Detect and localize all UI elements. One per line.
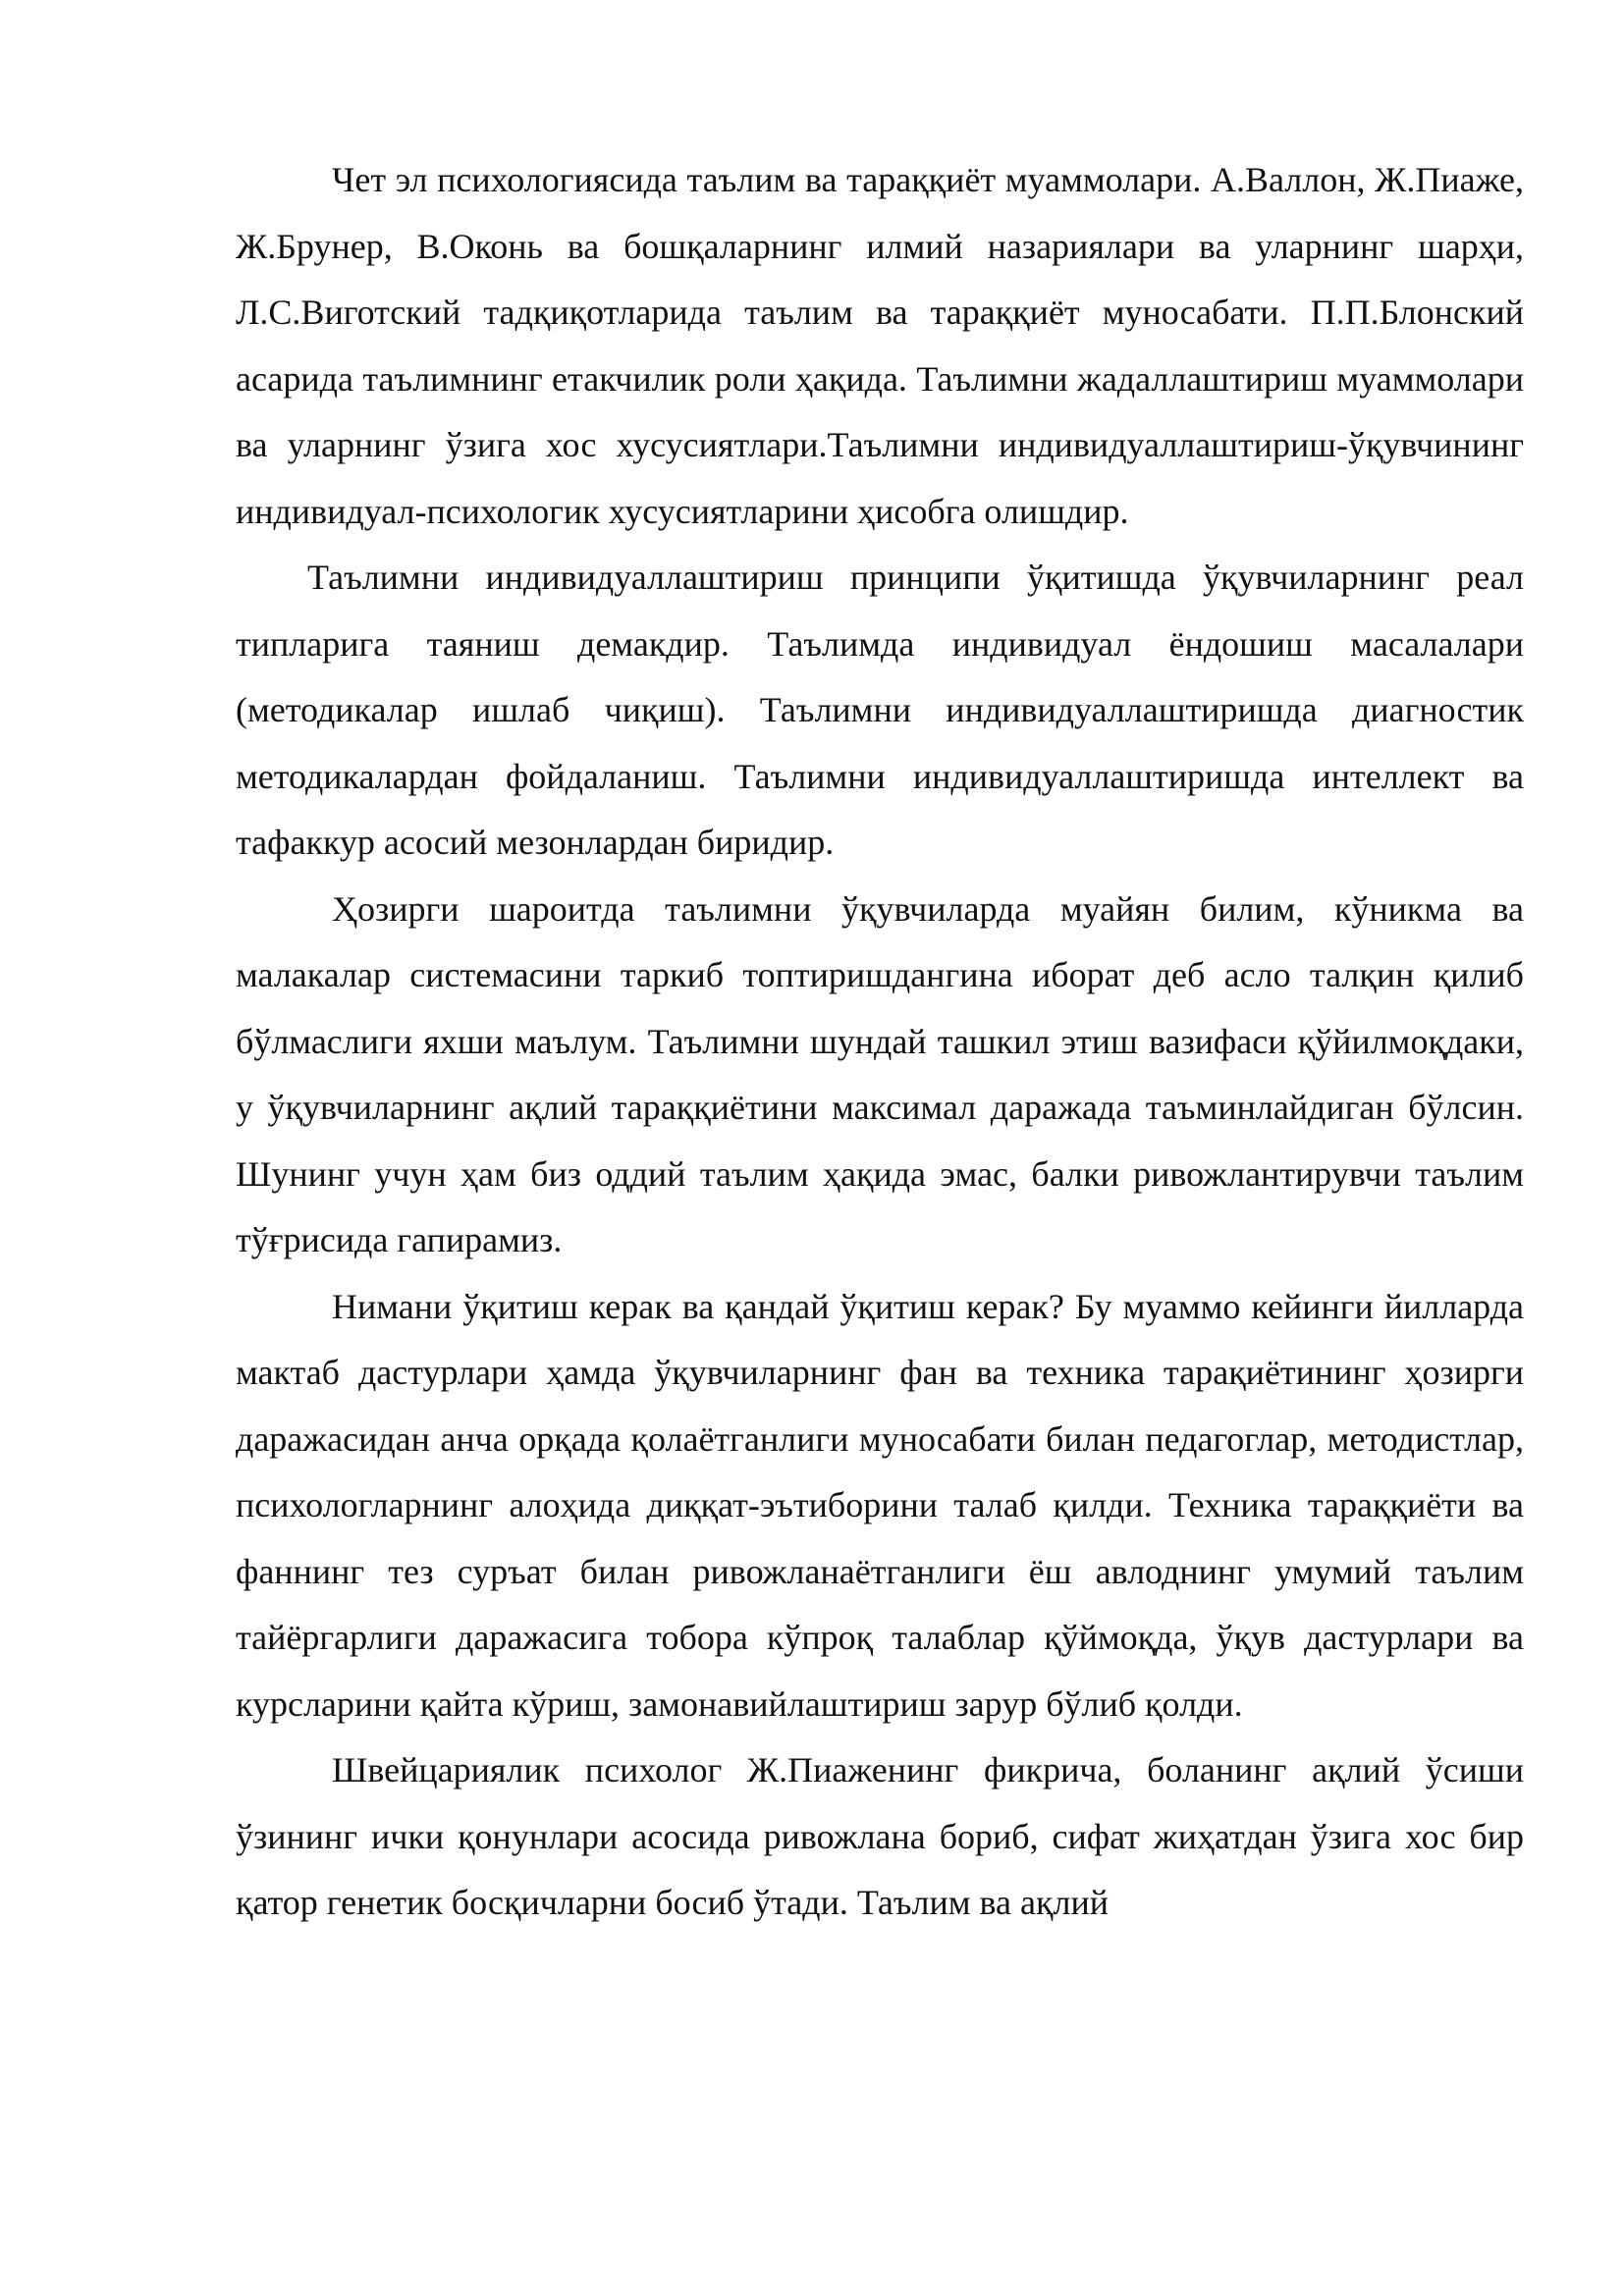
paragraph-2: Таълимни индивидуаллаштириш принципи ўқитишда ўқувчиларнинг реал типларига таяниш демакдир. Таълимда индивидуал ёндошиш масалалари (методикалар ишлаб чиқиш). Таълимни индивидуаллаштиришда диагностик методикалардан фойдаланиш. Таълимни индивидуаллаштиришда интеллект ва тафаккур асосий мезонлардан биридир.	[236, 558, 1524, 862]
paragraph-3: Ҳозирги шароитда таълимни ўқувчиларда муайян билим, кўникма ва малакалар системасини таркиб топтиришдангина иборат деб асло талқин қилиб бўлмаслиги яхши маълум. Таълимни шундай ташкил этиш вазифаси қўйилмоқдаки, у ўқувчиларнинг ақлий тараққиётини максимал даражада таъминлайдиган бўлсин. Шунинг учун ҳам биз оддий таълим ҳақида эмас, балки ривожлантирувчи таълим тўғрисида гапирамиз.	[236, 888, 1524, 1259]
paragraph-4: Нимани ўқитиш керак ва қандай ўқитиш керак? Бу муаммо кейинги йилларда мактаб дастурлари ҳамда ўқувчиларнинг фан ва техника тарақиётининг ҳозирги даражасидан анча орқада қолаётганлиги муносабати билан педагоглар, методистлар, психологларнинг алоҳида диққат-эътиборини талаб қилди. Техника тараққиёти ва фаннинг тез суръат билан ривожланаётганлиги ёш авлоднинг умумий таълим тайёргарлиги даражасига тобора кўпроқ талаблар қўймоқда, ўқув дастурлари ва курсларини қайта кўриш, замонавийлаштириш зарур бўлиб қолди.	[236, 1286, 1524, 1724]
document-page	[236, 147, 1524, 1937]
paragraph-5: Швейцариялик психолог Ж.Пиаженинг фикрича, боланинг ақлий ўсиши ўзининг ички қонунлари асосида ривожлана бориб, сифат жиҳатдан ўзига хос бир қатор генетик босқичларни босиб ўтади. Таълим ва ақлий	[236, 1750, 1524, 1922]
paragraph-1: Чет эл психологиясида таълим ва тараққиёт муаммолари. А.Валлон, Ж.Пиаже, Ж.Брунер, В.Оконь ва бошқаларнинг илмий назариялари ва уларнинг шарҳи, Л.С.Виготский тадқиқотларида таълим ва тараққиёт муносабати. П.П.Блонский асарида таълимнинг етакчилик роли ҳақида. Таълимни жадаллаштириш муаммолари ва уларнинг ўзига хос хусусиятлари.Таълимни индивидуаллаштириш-ўқувчининг индивидуал-психологик хусусиятларини ҳисобга олишдир.	[236, 160, 1524, 531]
